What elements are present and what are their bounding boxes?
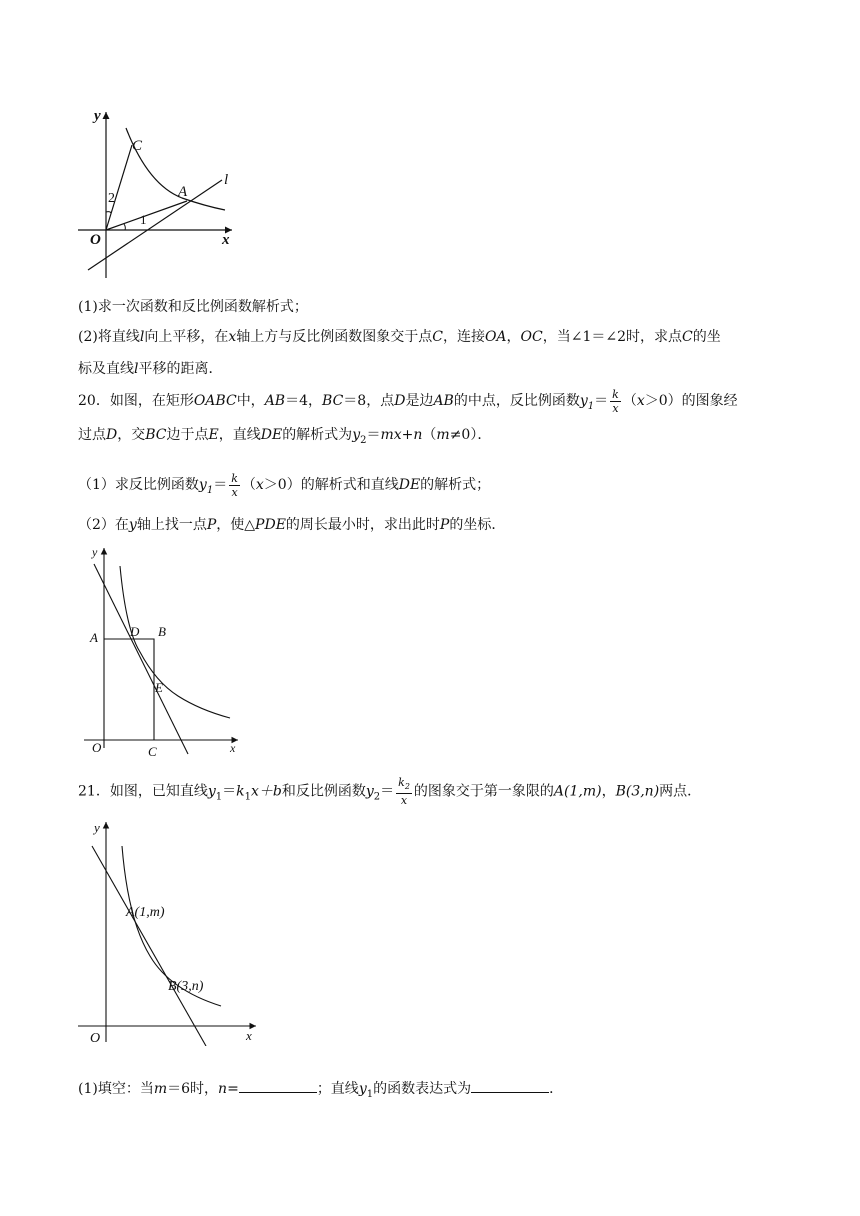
text-fragment: 1 (215, 791, 223, 803)
text-fragment: ；直线 (316, 1081, 359, 1097)
label-x: x (222, 232, 230, 248)
line-y1 (92, 846, 206, 1046)
text-fragment: ，交 (117, 427, 146, 443)
q19-part1 (78, 292, 798, 322)
text-fragment: PDE (255, 517, 286, 533)
label-angle-2: 2 (108, 191, 115, 206)
segment-oc (106, 145, 132, 230)
q20-line2 (78, 420, 798, 456)
graph-q20 (80, 542, 250, 762)
segment-oa (106, 201, 187, 230)
label-angle-1: 1 (140, 212, 147, 227)
text-fragment: 的中点，反比例函数 (453, 393, 580, 409)
text-fragment: 2 (360, 434, 367, 446)
text-fragment: 过点 (78, 427, 106, 443)
text-fragment: ， (506, 329, 521, 345)
text-fragment: l (134, 361, 139, 377)
text-fragment: 和反比例函数 (281, 783, 366, 800)
text-fragment: mx (380, 427, 402, 443)
text-fragment: k (398, 776, 405, 789)
q20-part2 (78, 510, 798, 540)
label-a: A (90, 630, 98, 645)
label-y: y (94, 820, 100, 835)
text-fragment: 1 (366, 1088, 374, 1100)
graph-q21 (76, 816, 266, 1046)
text-fragment: AB (264, 393, 286, 409)
text-fragment: 平移的距离． (138, 361, 223, 377)
text-fragment: m (436, 427, 450, 443)
text-fragment: k (231, 471, 238, 485)
text-fragment: ＝ (380, 783, 395, 800)
text-fragment: y (365, 783, 374, 800)
text-fragment: 的解析式； (420, 477, 491, 493)
figure-q20 (80, 542, 250, 762)
line-de (94, 564, 188, 754)
label-c: C (148, 744, 157, 759)
text-fragment: 标及直线 (78, 361, 134, 377)
text-fragment: AB (433, 393, 454, 409)
text-fragment: （ (241, 477, 256, 493)
text-fragment: ＝ (594, 393, 609, 409)
text-fragment: BC (322, 393, 344, 409)
text-fragment: ＝4， (285, 393, 323, 409)
text-fragment: 的解析式为 (282, 427, 353, 443)
text-fragment: y (352, 427, 361, 443)
text-fragment: P (439, 517, 450, 533)
text-fragment: 两点． (659, 783, 702, 800)
text-fragment: 中， (236, 393, 265, 409)
angle-1-arc (124, 224, 125, 230)
text-fragment: ≠0）． (449, 427, 492, 443)
q20-part1 (78, 470, 798, 506)
text-fragment: m (153, 1081, 168, 1097)
label-o: O (90, 1031, 101, 1046)
text-fragment: 的坐标． (449, 517, 506, 533)
q19-part2 (78, 322, 798, 352)
label-c: C (132, 138, 143, 154)
text-fragment: C (432, 329, 443, 345)
text-fragment: OA (484, 329, 507, 345)
label-point-a: A(1,m) (126, 905, 165, 920)
q20-line1 (78, 386, 798, 422)
text-fragment: 是边 (405, 393, 434, 409)
text-fragment: 1 (244, 791, 251, 803)
fraction-k-over-x-2 (229, 472, 240, 499)
rectangle-oabc (104, 639, 154, 740)
text-fragment: ，直线 (218, 427, 261, 443)
q21-statement (78, 776, 798, 812)
text-fragment: + (401, 427, 414, 443)
text-fragment: ，连接 (442, 329, 485, 345)
text-fragment: x (231, 485, 238, 499)
text-fragment: ＞0）的解析式和直线 (263, 477, 399, 493)
hyperbola-curve (120, 566, 230, 718)
text-fragment: ． (549, 1081, 564, 1097)
label-x: x (230, 741, 236, 755)
label-y: y (92, 545, 98, 559)
text-fragment: = (227, 1081, 239, 1097)
text-fragment: k (236, 783, 245, 800)
angle-2-arc (106, 212, 111, 213)
text-fragment: （ (422, 427, 437, 443)
label-x: x (246, 1028, 252, 1043)
label-b: B (158, 624, 166, 639)
figure-q19 (70, 100, 250, 290)
text-fragment: (2)将直线 (78, 329, 140, 345)
label-d: D (130, 624, 140, 639)
text-fragment: y (207, 783, 216, 800)
label-o: O (90, 232, 101, 248)
text-fragment: ，使△ (216, 517, 256, 533)
fraction-k-over-x (610, 388, 621, 415)
text-fragment: y (128, 517, 137, 533)
text-fragment: y (198, 477, 207, 493)
text-fragment: 1 (206, 484, 214, 496)
text-fragment: n (218, 1081, 228, 1097)
text-fragment: C (682, 329, 693, 345)
text-fragment: 的函数表达式为 (373, 1081, 472, 1097)
text-fragment: （2）在 (78, 517, 129, 533)
label-l: l (224, 172, 229, 188)
text-fragment: x (636, 393, 645, 409)
q19-part2-line2 (78, 354, 798, 384)
label-e: E (155, 680, 163, 695)
text-fragment: ＝6时， (167, 1081, 219, 1097)
text-fragment: (1)求一次函数和反比例函数解析式； (78, 299, 308, 315)
text-fragment: x (255, 477, 264, 493)
text-fragment: x＋b (250, 783, 282, 800)
graph-q19 (70, 100, 250, 290)
text-fragment: E (208, 427, 219, 443)
label-a: A (178, 184, 188, 200)
text-fragment: ， (601, 783, 616, 800)
text-fragment: DE (398, 477, 421, 493)
text-fragment: k (612, 387, 619, 401)
text-fragment: DE (260, 427, 283, 443)
text-fragment: x (400, 794, 408, 808)
text-fragment: OC (520, 329, 543, 345)
text-fragment: D (394, 393, 406, 409)
text-fragment: 轴上方与反比例函数图象交于点 (236, 329, 433, 345)
text-fragment: x (612, 401, 619, 415)
text-fragment: 20．如图，在矩形 (78, 393, 194, 409)
text-fragment: ，当∠1＝∠2时，求点 (542, 329, 683, 345)
text-fragment: x (228, 329, 237, 345)
text-fragment: ＝8，点 (343, 393, 395, 409)
figure-q21 (76, 816, 266, 1046)
fraction-k2-over-x (396, 776, 412, 807)
label-point-b: B(3,n) (168, 979, 204, 994)
text-fragment: ＞0）的图象经 (644, 393, 738, 409)
text-fragment: l (139, 329, 145, 345)
q21-part1 (78, 1074, 798, 1110)
text-fragment: B(3,n) (615, 783, 660, 800)
label-o: O (92, 740, 102, 755)
text-fragment: (1)填空：当 (78, 1081, 154, 1097)
text-fragment: 2 (373, 791, 381, 803)
text-fragment: 的图象交于第一象限的 (413, 783, 554, 800)
text-fragment: （ (622, 393, 637, 409)
text-fragment: 1 (587, 400, 595, 412)
text-fragment: ＝ (366, 427, 381, 443)
text-fragment: A(1,m) (553, 783, 602, 800)
text-fragment: ＝ (213, 477, 228, 493)
text-fragment: y (579, 393, 588, 409)
text-fragment: 边于点 (166, 427, 209, 443)
text-fragment: 的周长最小时，求出此时 (285, 517, 440, 533)
text-fragment: BC (145, 427, 167, 443)
text-fragment: D (106, 427, 118, 443)
text-fragment: 的坐 (692, 329, 721, 345)
text-fragment: 21．如图，已知直线 (78, 783, 208, 800)
answer-blank-n[interactable] (239, 1078, 317, 1093)
text-fragment: P (206, 517, 217, 533)
text-fragment: OABC (193, 393, 237, 409)
label-y: y (94, 108, 101, 124)
text-fragment: n (413, 427, 423, 443)
answer-blank-line-expression[interactable] (471, 1078, 549, 1093)
text-fragment: 向上平移，在 (144, 329, 229, 345)
text-fragment: 轴上找一点 (136, 517, 207, 533)
text-fragment: 2 (404, 782, 410, 792)
text-fragment: ＝ (222, 783, 237, 800)
text-fragment: y (358, 1081, 367, 1097)
text-fragment: （1）求反比例函数 (78, 477, 199, 493)
